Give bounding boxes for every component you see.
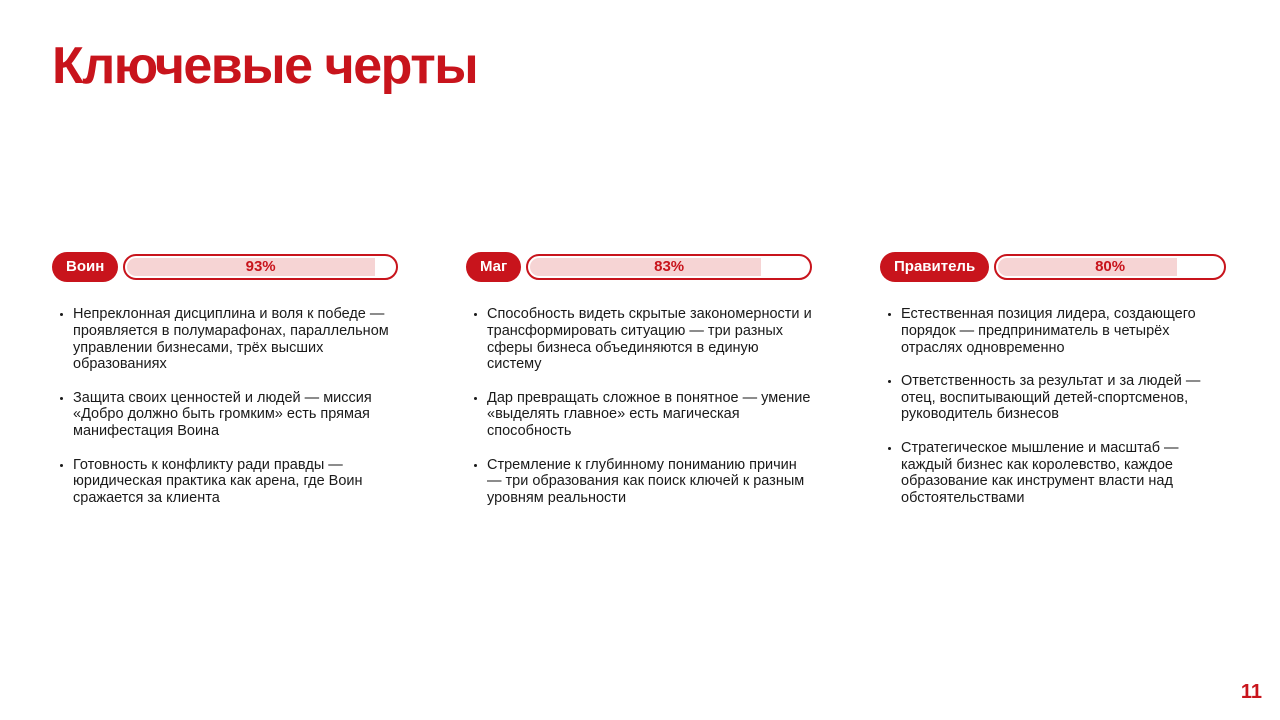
progress-track bbox=[123, 254, 398, 280]
progress-track bbox=[526, 254, 812, 280]
list-item: Естественная позиция лидера, создающего порядок — предприниматель в четырёх отраслях одновременно bbox=[880, 306, 1226, 356]
trait-bullet-list bbox=[466, 306, 812, 507]
slide-title: Ключевые черты bbox=[52, 37, 478, 95]
trait-label-badge: Воин bbox=[52, 252, 118, 282]
trait-score-row bbox=[52, 252, 398, 282]
trait-column-magician bbox=[466, 252, 812, 523]
trait-column-warrior bbox=[52, 252, 398, 523]
trait-label-badge: Маг bbox=[466, 252, 521, 282]
list-item: Дар превращать сложное в понятное — умение «выделять главное» есть магическая способность bbox=[466, 390, 812, 440]
list-item: Ответственность за результат и за людей — отец, воспитывающий детей-спортсменов, руководитель бизнесов bbox=[880, 373, 1226, 423]
list-item: Стремление к глубинному пониманию причин — три образования как поиск ключей к разным уровням реальности bbox=[466, 457, 812, 507]
list-item: Стратегическое мышление и масштаб — каждый бизнес как королевство, каждое образование как инструмент власти над обстоятельствами bbox=[880, 440, 1226, 507]
progress-percent-label: 83% bbox=[654, 258, 685, 275]
list-item: Защита своих ценностей и людей — миссия «Добро должно быть громким» есть прямая манифестация Воина bbox=[52, 390, 398, 440]
trait-score-row bbox=[880, 252, 1226, 282]
trait-score-row bbox=[466, 252, 812, 282]
trait-label-badge: Правитель bbox=[880, 252, 989, 282]
list-item: Способность видеть скрытые закономерности и трансформировать ситуацию — три разных сферы бизнеса объединяются в единую систему bbox=[466, 306, 812, 373]
page-number: 11 bbox=[1240, 681, 1262, 703]
trait-bullet-list bbox=[52, 306, 398, 507]
progress-track bbox=[994, 254, 1226, 280]
trait-column-ruler bbox=[880, 252, 1226, 523]
list-item: Готовность к конфликту ради правды — юридическая практика как арена, где Воин сражается за клиента bbox=[52, 457, 398, 507]
progress-percent-label: 93% bbox=[245, 258, 276, 275]
progress-percent-label: 80% bbox=[1095, 258, 1126, 275]
list-item: Непреклонная дисциплина и воля к победе — проявляется в полумарафонах, параллельном управлении бизнесами, трёх высших образованиях bbox=[52, 306, 398, 373]
trait-bullet-list bbox=[880, 306, 1226, 507]
